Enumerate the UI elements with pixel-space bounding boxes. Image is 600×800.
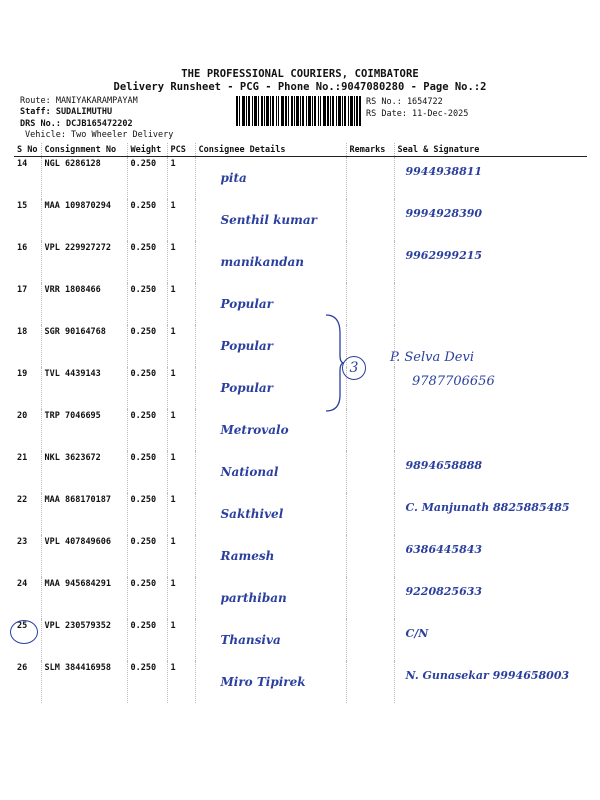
- cell-sno: [14, 409, 41, 451]
- col-signature: Seal & Signature: [394, 143, 587, 157]
- cell-signature: [394, 241, 587, 283]
- cell-weight: [127, 325, 167, 367]
- table-row: [14, 367, 587, 409]
- cell-pcs-text: 1: [170, 495, 176, 505]
- table-row: [14, 283, 587, 325]
- table-row: [14, 199, 587, 241]
- handwritten-consignee: Sakthivel: [220, 507, 284, 521]
- cell-remarks: [346, 241, 394, 283]
- col-sno: S No: [14, 143, 41, 157]
- handwritten-consignee: pita: [220, 171, 247, 185]
- cell-signature: [394, 493, 587, 535]
- handwritten-consignee: National: [220, 465, 279, 479]
- cell-pcs-text: 1: [170, 285, 176, 295]
- cell-weight-text: 0.250: [130, 495, 157, 505]
- cell-weight-text: 0.250: [130, 243, 157, 253]
- table-header-row: [14, 143, 587, 157]
- cell-pcs: [167, 157, 195, 200]
- cell-consignee: [195, 199, 346, 241]
- cell-pcs: [167, 619, 195, 661]
- cell-remarks: [346, 367, 394, 409]
- cell-pcs-text: 1: [170, 327, 176, 337]
- rs-date: RS Date: 11-Dec-2025: [366, 109, 469, 119]
- document-header: [0, 68, 600, 93]
- cell-consignee: [195, 577, 346, 619]
- handwritten-signature: C. Manjunath 8825885485: [405, 501, 570, 514]
- cell-weight-text: 0.250: [130, 201, 157, 211]
- staff-label: Staff: SUDALIMUTHU: [20, 107, 113, 117]
- vehicle-label: Vehicle: Two Wheeler Delivery: [25, 130, 174, 140]
- cell-signature: [394, 619, 587, 661]
- cell-sno: [14, 493, 41, 535]
- cell-consignment-no-text: TRP 7046695: [44, 411, 101, 421]
- col-remarks: Remarks: [346, 143, 394, 157]
- cell-signature: [394, 199, 587, 241]
- col-weight: Weight: [127, 143, 167, 157]
- table-row: [14, 409, 587, 451]
- cell-weight: [127, 493, 167, 535]
- cell-pcs-text: 1: [170, 243, 176, 253]
- cell-consignment-no: [41, 577, 127, 619]
- cell-consignment-no: [41, 661, 127, 703]
- cell-consignment-no-text: MAA 109870294: [44, 201, 112, 211]
- cell-consignment-no-text: MAA 868170187: [44, 495, 112, 505]
- barcode: [236, 96, 361, 126]
- cell-pcs: [167, 409, 195, 451]
- runsheet-title: Delivery Runsheet - PCG - Phone No.:9047080280 - Page No.:2: [113, 81, 487, 93]
- cell-sno: [14, 241, 41, 283]
- cell-weight-text: 0.250: [130, 663, 157, 673]
- cell-sno-text: 14: [17, 159, 28, 169]
- cell-weight: [127, 619, 167, 661]
- cell-pcs-text: 1: [170, 663, 176, 673]
- cell-consignment-no-text: VPL 407849606: [44, 537, 112, 547]
- table-row: [14, 451, 587, 493]
- cell-consignee: [195, 535, 346, 577]
- cell-weight: [127, 577, 167, 619]
- cell-sno: [14, 157, 41, 200]
- cell-weight-text: 0.250: [130, 621, 157, 631]
- cell-consignment-no-text: NKL 3623672: [44, 453, 101, 463]
- handwritten-signature: 6386445843: [405, 543, 483, 556]
- cell-pcs-text: 1: [170, 201, 176, 211]
- cell-weight-text: 0.250: [130, 537, 157, 547]
- cell-remarks: [346, 619, 394, 661]
- cell-sno-text: 17: [17, 285, 28, 295]
- cell-pcs-text: 1: [170, 369, 176, 379]
- cell-sno: [14, 367, 41, 409]
- cell-pcs: [167, 451, 195, 493]
- cell-sno-text: 23: [17, 537, 28, 547]
- cell-signature: [394, 409, 587, 451]
- cell-consignment-no: [41, 535, 127, 577]
- cell-remarks: [346, 577, 394, 619]
- table-row: [14, 535, 587, 577]
- cell-remarks: [346, 283, 394, 325]
- cell-consignment-no: [41, 367, 127, 409]
- cell-sno-text: 24: [17, 579, 28, 589]
- cell-remarks: [346, 199, 394, 241]
- cell-consignment-no-text: TVL 4439143: [44, 369, 101, 379]
- cell-weight: [127, 535, 167, 577]
- cell-remarks: [346, 535, 394, 577]
- col-consignee: Consignee Details: [195, 143, 346, 157]
- cell-weight-text: 0.250: [130, 159, 157, 169]
- cell-signature: [394, 157, 587, 200]
- table-row: [14, 241, 587, 283]
- cell-consignee: [195, 493, 346, 535]
- cell-weight-text: 0.250: [130, 579, 157, 589]
- handwritten-signature: C/N: [405, 627, 429, 640]
- cell-remarks: [346, 157, 394, 200]
- company-name: THE PROFESSIONAL COURIERS, COIMBATORE: [181, 68, 419, 80]
- cell-sno-text: 26: [17, 663, 28, 673]
- cell-consignee: [195, 409, 346, 451]
- cell-pcs: [167, 283, 195, 325]
- cell-sno-text: 21: [17, 453, 28, 463]
- cell-sno-text: 25: [17, 621, 28, 631]
- cell-pcs-text: 1: [170, 159, 176, 169]
- cell-consignee: [195, 325, 346, 367]
- cell-consignment-no-text: MAA 945684291: [44, 579, 112, 589]
- table-row: [14, 493, 587, 535]
- table-row: [14, 325, 587, 367]
- cell-pcs-text: 1: [170, 411, 176, 421]
- cell-pcs: [167, 199, 195, 241]
- cell-sno-text: 16: [17, 243, 28, 253]
- table-row: [14, 661, 587, 703]
- cell-consignment-no: [41, 451, 127, 493]
- cell-weight-text: 0.250: [130, 327, 157, 337]
- handwritten-signature: N. Gunasekar 9994658003: [405, 669, 570, 682]
- handwritten-count-mark: 3: [342, 356, 366, 380]
- route-label: Route: MANIYAKARAMPAYAM: [20, 96, 138, 106]
- cell-signature: [394, 451, 587, 493]
- cell-weight: [127, 409, 167, 451]
- handwritten-consignee: Popular: [220, 297, 273, 311]
- cell-weight-text: 0.250: [130, 411, 157, 421]
- cell-pcs: [167, 661, 195, 703]
- cell-signature: [394, 535, 587, 577]
- cell-consignment-no-text: SGR 90164768: [44, 327, 106, 337]
- cell-weight: [127, 661, 167, 703]
- cell-pcs: [167, 577, 195, 619]
- cell-signature: [394, 577, 587, 619]
- handwritten-circle-mark: [10, 620, 38, 644]
- col-pcs: PCS: [167, 143, 195, 157]
- cell-sno-text: 20: [17, 411, 28, 421]
- handwritten-consignee: Thansiva: [220, 633, 281, 647]
- col-consignment: Consignment No: [41, 143, 127, 157]
- handwritten-group-signature: [390, 346, 495, 394]
- cell-pcs: [167, 367, 195, 409]
- cell-signature: [394, 661, 587, 703]
- cell-pcs-text: 1: [170, 453, 176, 463]
- cell-pcs: [167, 493, 195, 535]
- cell-signature: [394, 283, 587, 325]
- cell-consignment-no-text: VRR 1808466: [44, 285, 101, 295]
- cell-pcs: [167, 325, 195, 367]
- cell-remarks: [346, 325, 394, 367]
- cell-pcs: [167, 535, 195, 577]
- handwritten-signature: 9944938811: [405, 165, 483, 178]
- cell-sno: [14, 661, 41, 703]
- cell-consignee: [195, 157, 346, 200]
- cell-consignee: [195, 367, 346, 409]
- table-row: [14, 619, 587, 661]
- cell-pcs-text: 1: [170, 537, 176, 547]
- handwritten-consignee: Metrovalo: [220, 423, 289, 437]
- cell-consignment-no-text: VPL 229927272: [44, 243, 112, 253]
- group-signature-name: P. Selva Devi: [390, 350, 474, 365]
- cell-consignment-no: [41, 619, 127, 661]
- cell-sno: [14, 535, 41, 577]
- handwritten-consignee: Ramesh: [220, 549, 275, 563]
- cell-consignment-no: [41, 241, 127, 283]
- cell-remarks: [346, 661, 394, 703]
- cell-consignee: [195, 619, 346, 661]
- cell-consignment-no: [41, 199, 127, 241]
- cell-consignment-no: [41, 409, 127, 451]
- cell-sno: [14, 283, 41, 325]
- cell-weight-text: 0.250: [130, 369, 157, 379]
- cell-consignment-no: [41, 283, 127, 325]
- cell-remarks: [346, 493, 394, 535]
- cell-pcs: [167, 241, 195, 283]
- cell-pcs-text: 1: [170, 621, 176, 631]
- cell-weight-text: 0.250: [130, 285, 157, 295]
- cell-sno-text: 15: [17, 201, 28, 211]
- table-row: [14, 577, 587, 619]
- table-row: [14, 157, 587, 200]
- cell-consignee: [195, 661, 346, 703]
- handwritten-signature: 9962999215: [405, 249, 483, 262]
- handwritten-consignee: Miro Tipirek: [220, 675, 306, 689]
- cell-consignee: [195, 451, 346, 493]
- cell-consignment-no: [41, 493, 127, 535]
- cell-weight: [127, 157, 167, 200]
- cell-sno: [14, 199, 41, 241]
- cell-consignment-no: [41, 325, 127, 367]
- cell-consignment-no-text: SLM 384416958: [44, 663, 112, 673]
- cell-consignment-no: [41, 157, 127, 200]
- cell-weight-text: 0.250: [130, 453, 157, 463]
- cell-weight: [127, 451, 167, 493]
- cell-weight: [127, 241, 167, 283]
- cell-consignment-no-text: VPL 230579352: [44, 621, 112, 631]
- cell-remarks: [346, 451, 394, 493]
- cell-consignee: [195, 241, 346, 283]
- cell-sno: [14, 325, 41, 367]
- drs-number: DRS No.: DCJB165472202: [20, 119, 133, 129]
- group-signature-phone: 9787706656: [412, 374, 495, 389]
- cell-pcs-text: 1: [170, 579, 176, 589]
- rs-number: RS No.: 1654722: [366, 97, 443, 107]
- cell-sno: [14, 451, 41, 493]
- cell-consignment-no-text: NGL 6286128: [44, 159, 101, 169]
- handwritten-signature: 9894658888: [405, 459, 483, 472]
- cell-remarks: [346, 409, 394, 451]
- cell-weight: [127, 283, 167, 325]
- handwritten-consignee: Popular: [220, 381, 273, 395]
- handwritten-consignee: manikandan: [220, 255, 304, 269]
- cell-consignee: [195, 283, 346, 325]
- cell-sno-text: 18: [17, 327, 28, 337]
- handwritten-signature: 9994928390: [405, 207, 483, 220]
- cell-sno: [14, 577, 41, 619]
- handwritten-signature: 9220825633: [405, 585, 483, 598]
- cell-weight: [127, 367, 167, 409]
- handwritten-consignee: parthiban: [220, 591, 287, 605]
- cell-weight: [127, 199, 167, 241]
- handwritten-consignee: Popular: [220, 339, 273, 353]
- handwritten-consignee: Senthil kumar: [220, 213, 317, 227]
- runsheet-table: [14, 143, 587, 703]
- cell-sno-text: 22: [17, 495, 28, 505]
- cell-sno-text: 19: [17, 369, 28, 379]
